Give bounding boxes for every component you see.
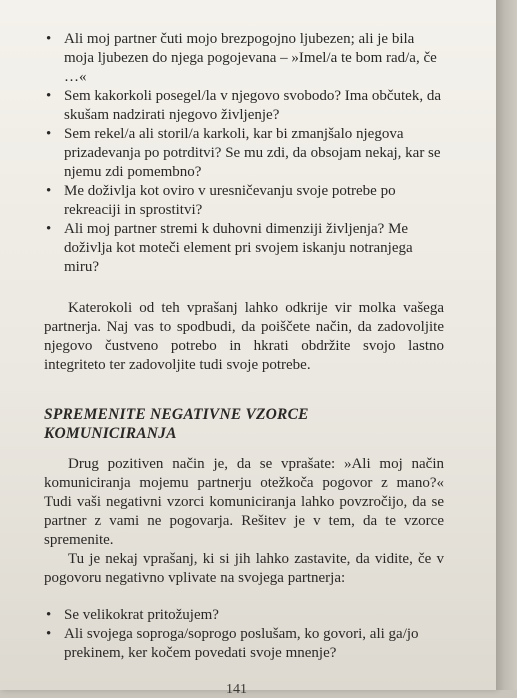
list-item (44, 182, 444, 220)
bullet-icon: • (46, 221, 52, 237)
list-item-text: Ali moj partner stremi k duhovni dimenziji življenja? Me doživlja kot moteči element pri svojem iskanju notranjega miru? (64, 221, 413, 275)
list-item-text: Se velikokrat pritožujem? (64, 607, 219, 623)
bullet-icon: • (46, 31, 52, 47)
page-edge (496, 0, 517, 690)
page-number: 141 (226, 682, 247, 697)
list-item-text: Sem kakorkoli posegel/la v njegovo svobodo? Ima občutek, da skušam nadzirati njegovo življenje? (64, 88, 441, 123)
list-item (44, 606, 444, 625)
list-item-text: Ali moj partner čuti mojo brezpogojno ljubezen; ali je bila moja ljubezen do njega pogojevana – »Imel/a te bom rad/a, če …« (64, 31, 437, 85)
list-item-text: Me doživlja kot oviro v uresničevanju svoje potrebe po rekreaciji in sprostitvi? (64, 183, 396, 218)
question-list-2 (44, 606, 444, 663)
body-paragraph: Katerokoli od teh vprašanj lahko odkrije vir molka vašega partnerja. Naj vas to spodbudi, da poiščete način, da zadovoljite njegovo čustveno potrebo in hkrati obdržite svojo lastno integriteto ter zadovoljite tudi svoje potrebe. (44, 300, 444, 373)
bullet-icon: • (46, 126, 52, 142)
list-item-text: Ali svojega soproga/soprogo poslušam, ko govori, ali ga/jo prekinem, ker kočem povedati svoje mnenje? (64, 626, 419, 661)
body-paragraph: Drug pozitiven način je, da se vprašate: »Ali moj način komuniciranja mojemu partnerju otežkoča pogovor z mano?« Tudi vaši negativni vzorci komuniciranja lahko povzročijo, da se partner z vami ne pogovarja. Rešitev je v tem, da te vzorce spremenite. (44, 456, 444, 548)
list-item (44, 125, 444, 182)
page-content (44, 30, 444, 663)
list-item (44, 87, 444, 125)
list-item (44, 220, 444, 277)
list-item (44, 30, 444, 87)
question-list-1 (44, 30, 444, 277)
list-item-text: Sem rekel/a ali storil/a karkoli, kar bi zmanjšalo njegova prizadevanja po potrditvi? Se mu zdi, da obsojam nekaj, kar se njemu zdi pomembno? (64, 126, 441, 180)
bullet-icon: • (46, 607, 52, 623)
bullet-icon: • (46, 88, 52, 104)
section-heading: SPREMENITE NEGATIVNE VZORCE KOMUNICIRANJA (44, 406, 309, 442)
bullet-icon: • (46, 626, 52, 642)
bullet-icon: • (46, 183, 52, 199)
list-item (44, 625, 444, 663)
body-paragraph: Tu je nekaj vprašanj, ki si jih lahko zastavite, da vidite, če v pogovoru negativno vplivate na svojega partnerja: (44, 551, 444, 586)
